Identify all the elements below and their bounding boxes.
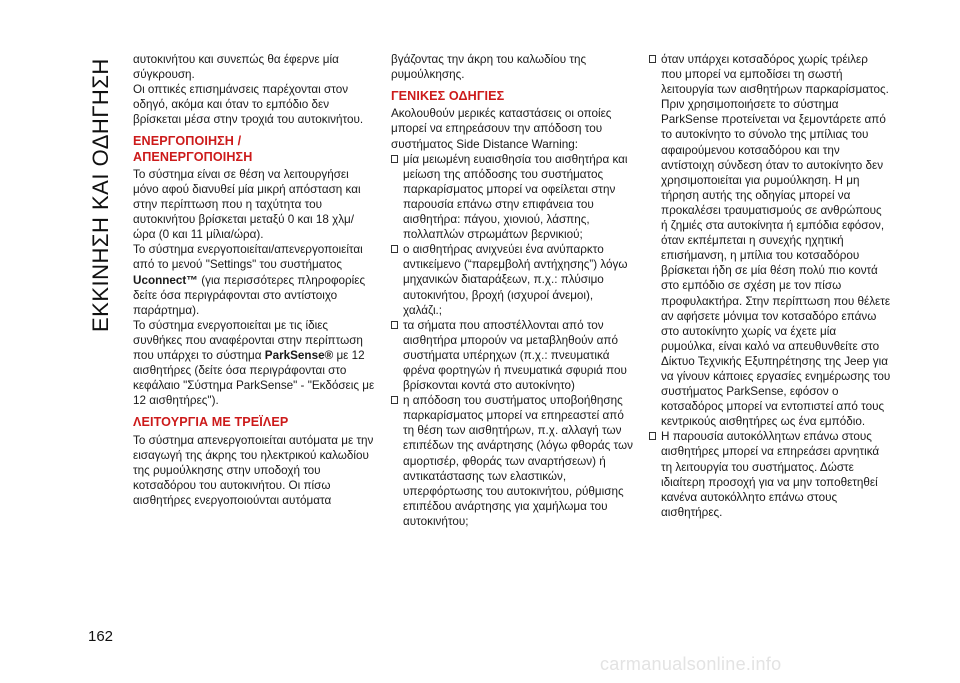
section-heading-activation <box>133 134 375 164</box>
checkbox-bullet-icon <box>391 245 398 253</box>
paragraph: Το σύστημα απενεργοποιείται αυτόματα με την εισαγωγή της άκρης του ηλεκτρικού καλωδίου της ρυμούλκησης στην υποδοχή του κοτσαδόρου του αυτοκινήτου. Οι πίσω αισθητήρες ενεργοποιούνται αυτόματα <box>133 433 374 507</box>
checkbox-bullet-icon <box>391 155 398 163</box>
list-item-text: ο αισθητήρας ανιχνεύει ένα ανύπαρκτο αντικείμενο (“παρεμβολή αντήχησης”) λόγω μηχανικών διαταράξεων, π.χ.: πλύσιμο αυτοκινήτου, βροχή (ισχυροί άνεμοι), χαλάζι.; <box>403 243 628 317</box>
paragraph: Το σύστημα είναι σε θέση να λειτουργήσει μόνο αφού διανυθεί μία μικρή απόσταση και στην περίπτωση που η ταχύτητα του αυτοκινήτου βρίσκεται μεταξύ 0 και 18 χλμ/ώρα (0 και 11 μίλια/ώρα). <box>133 167 361 242</box>
list-item <box>649 429 891 520</box>
column-2 <box>391 52 633 529</box>
list-item-text: όταν υπάρχει κοτσαδόρος χωρίς τρέιλερ που μπορεί να εμποδίσει τη σωστή λειτουργία των αισθητήρων παρκαρίσματος. Πριν χρησιμοποιήσετε το σύστημα ParkSense προτείνεται να ξεμοντάρετε από το αυτοκίνητο το σύνολο της μπίλιας του αφαιρούμενου κοτσαδόρου και την αντίστοιχη σύνδεση όταν το αυτοκίνητο δεν χρησιμοποιείται για ρυμούλκηση. Η μη τήρηση αυτής της οδηγίας μπορεί να προκαλέσει τραυματισμούς σε ανθρώπους ή ζημιές στα αυτοκίνητα ή εμπόδια εφόσον, όταν εκπέμπεται η συνεχής ηχητική επισήμανση, η μπίλια του κοτσαδόρου βρίσκεται ήδη σε μία θέση πολύ πιο κοντά στο εμπόδιο σε σχέση με τον πίσω προφυλακτήρα. Στην περίπτωση που θέλετε αν αφήσετε μόνιμα τον κοτσαδόρο επάνω στο αυτοκίνητο χωρίς να έχετε μία ρυμούλκα, είναι καλό να απευθυνθείτε στο Δίκτυο Τεχνικής Εξυπηρέτησης της Jeep για να γίνουν κάποιες εργασίες ενημέρωσης του συστήματος ParkSense, εφόσον ο κοτσαδόρος μπορεί να εντοπιστεί από τους κεντρικούς αισθητήρες ως ένα εμπόδιο. <box>661 53 891 429</box>
list-item <box>391 318 633 393</box>
list-item-text: μία μειωμένη ευαισθησία του αισθητήρα και μείωση της απόδοσης του συστήματος παρκαρίσματος μπορεί να οφείλεται στην παρουσία επάνω στην επιφάνεια του αισθητήρα: πάγου, χιονιού, λάσπης, πολλαπλών στρωμάτων βερνικιού; <box>403 152 628 242</box>
list-item <box>391 393 633 529</box>
page-number: 162 <box>88 628 114 645</box>
text-run: με 12 αισθητήρες (δείτε όσα περιγράφονται στο κεφάλαιο "Σύστημα ParkSense" - "Εκδόσεις με 12 αισθητήρες"). <box>133 349 375 408</box>
list-item <box>391 152 633 243</box>
text-run: Το σύστημα ενεργοποιείται με τις ίδιες συνθήκες που αναφέρονται στην περίπτωση που υπάρχει το σύστημα <box>133 318 363 362</box>
column-1 <box>133 52 375 508</box>
paragraph <box>133 318 375 409</box>
paragraph: βγάζοντας την άκρη του καλωδίου της ρυμούλκησης. <box>391 53 587 82</box>
bold-term: ParkSense® <box>264 349 334 362</box>
heading-line: ΕΝΕΡΓΟΠΟΙΗΣΗ / <box>133 134 242 149</box>
list-item <box>391 242 633 317</box>
paragraph <box>133 242 375 317</box>
paragraph: Οι οπτικές επισημάνσεις παρέχονται στον οδηγό, ακόμα και όταν το εμπόδιο δεν βρίσκεται μέσα στην τροχιά του αυτοκινήτου. <box>133 83 364 127</box>
list-item <box>649 52 891 429</box>
list-item-text: τα σήματα που αποστέλλονται από τον αισθητήρα μπορούν να μεταβληθούν από συστήματα υπέρηχων (π.χ.: πνευματικά φρένα φορτηγών ή πνευματικά σφυριά που βρίσκονται κοντά στο αυτοκίνητο) <box>403 318 627 393</box>
checkbox-bullet-icon <box>649 432 656 440</box>
text-run: (για περισσότερες πληροφορίες δείτε όσα περιγράφονται στο αντίστοιχο παράρτημα). <box>133 273 366 317</box>
text-run: Το σύστημα ενεργοποιείται/απενεργοποιείται από το μενού "Settings" του συστήματος <box>133 243 363 272</box>
checkbox-bullet-icon <box>649 55 656 63</box>
checkbox-bullet-icon <box>391 321 398 329</box>
bold-term: Uconnect™ <box>133 273 198 287</box>
heading-line: ΑΠΕΝΕΡΓΟΠΟΙΗΣΗ <box>133 149 253 164</box>
section-heading-general: ΓΕΝΙΚΕΣ ΟΔΗΓΙΕΣ <box>391 89 505 104</box>
chapter-title-vertical <box>86 32 116 332</box>
checkbox-bullet-icon <box>391 396 398 404</box>
column-3 <box>649 52 891 520</box>
section-heading-trailer: ΛΕΙΤΟΥΡΓΙΑ ΜΕ ΤΡΕΪΛΕΡ <box>133 415 289 430</box>
paragraph: αυτοκινήτου και συνεπώς θα έφερνε μία σύγκρουση. <box>133 53 339 82</box>
watermark: carmanualsonline.info <box>600 654 782 674</box>
chapter-title-text: ΕΚΚΙΝΗΣΗ ΚΑΙ ΟΔΗΓΗΣΗ <box>88 58 113 332</box>
list-item-text: Η παρουσία αυτοκόλλητων επάνω στους αισθητήρες μπορεί να επηρεάσει αρνητικά τη λειτουργία του συστήματος. Δώστε ιδιαίτερη προσοχή για να μην τοποθετηθεί κανένα αυτοκόλλητο επάνω στους αισθητήρες. <box>661 430 880 519</box>
paragraph: Ακολουθούν μερικές καταστάσεις οι οποίες μπορεί να επηρεάσουν την απόδοση του συστήματος Side Distance Warning: <box>391 107 612 151</box>
list-item-text: η απόδοση του συστήματος υποβοήθησης παρκαρίσματος μπορεί να επηρεαστεί από τη θέση των αισθητήρων, π.χ. αλλαγή των επιπέδων της ανάρτησης (λόγω φθοράς των αμορτισέρ, φθοράς των αναρτήσεων) ή αντικατάστασης των ελαστικών, υπερφόρτωσης του αυτοκινήτου, ρύθμισης επιπέδου ανάρτησης για χαμήλωμα του αυτοκινήτου; <box>403 394 633 528</box>
